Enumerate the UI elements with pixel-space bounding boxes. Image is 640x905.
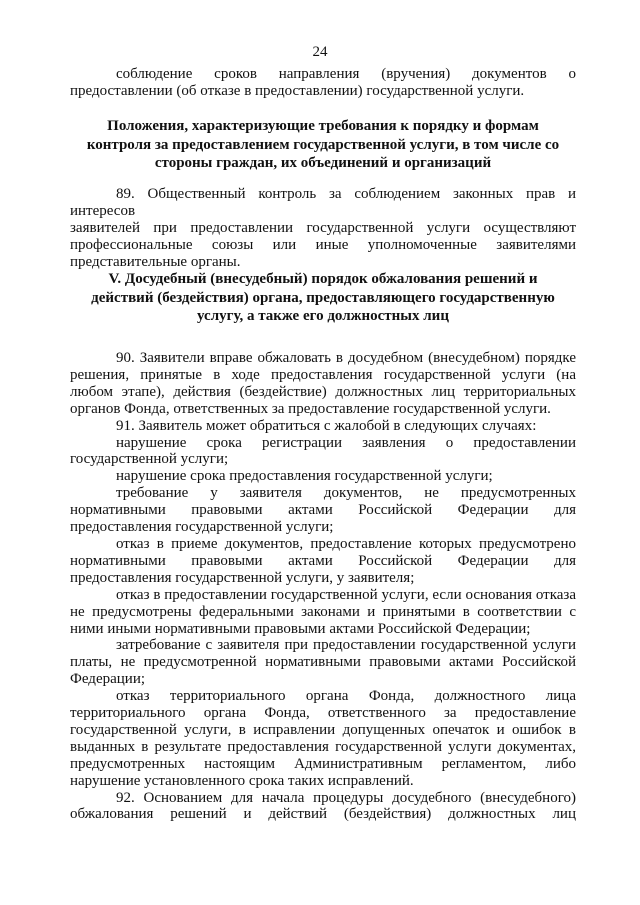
text-line: 90. Заявители вправе обжаловать в досудебном (внесудебном) порядке bbox=[116, 350, 576, 366]
heading-line: действий (бездействия) органа, предоставляющего государственную bbox=[91, 289, 555, 306]
text-line: нормативными правовыми актами Российской Федерации для bbox=[70, 552, 576, 569]
text-line: нарушение срока регистрации заявления о предоставлении bbox=[116, 434, 576, 451]
text-line: 89. Общественный контроль за соблюдением законных прав и интересов bbox=[70, 186, 576, 219]
text-line: 91. Заявитель может обратиться с жалобой в следующих случаях: bbox=[116, 417, 537, 434]
text-line: обжалования решений и действий (бездействия) должностных лиц bbox=[70, 806, 576, 823]
text-line: нарушение срока предоставления государственной услуги; bbox=[116, 468, 493, 485]
text-line: отказ территориального органа Фонда, должностного лица bbox=[116, 688, 576, 705]
text-line: предоставления государственной услуги, у заявителя; bbox=[70, 569, 415, 586]
text-line: соблюдение сроков направления (вручения) документов о bbox=[116, 66, 576, 82]
text-line: выданных в результате предоставления государственной услуги документах, bbox=[70, 738, 576, 755]
text-line: предоставлении (об отказе в предоставлении) государственной услуги. bbox=[70, 82, 525, 99]
appeal-body bbox=[70, 350, 576, 823]
text-line: ними иными нормативными правовыми актами Российской Федерации; bbox=[70, 620, 531, 637]
heading-line: V. Досудебный (внесудебный) порядок обжалования решений и bbox=[108, 271, 538, 287]
section-heading-control bbox=[70, 117, 576, 173]
text-line: требование у заявителя документов, не предусмотренных bbox=[116, 485, 576, 502]
text-line: отказ в приеме документов, предоставление которых предусмотрено bbox=[116, 535, 576, 552]
text-line: органов Фонда, ответственных за предоставление государственной услуги. bbox=[70, 400, 551, 417]
text-line: заявителей при предоставлении государственной услуги осуществляют bbox=[70, 219, 576, 236]
text-line: представительные органы. bbox=[70, 253, 241, 270]
text-line: профессиональные союзы или иные уполномоченные заявителями bbox=[70, 236, 576, 253]
text-line: платы, не предусмотренной нормативными правовыми актами Российской bbox=[70, 654, 576, 671]
text-line: предусмотренных настоящим Административным регламентом, либо bbox=[70, 755, 576, 772]
text-line: государственной услуги; bbox=[70, 451, 229, 468]
heading-line: стороны граждан, их объединений и организаций bbox=[154, 155, 492, 171]
text-line: не предусмотрены федеральными законами и принятыми в соответствии с bbox=[70, 603, 576, 620]
text-line: любом этапе), действия (бездействие) должностных лиц территориальных bbox=[70, 383, 576, 400]
text-line: нарушение установленного срока таких исправлений. bbox=[70, 772, 414, 789]
page-number: 24 bbox=[312, 44, 328, 60]
text-line: 92. Основанием для начала процедуры досудебного (внесудебного) bbox=[116, 789, 576, 806]
intro-paragraph bbox=[70, 66, 576, 100]
text-line: государственной услуги, в исправлении допущенных опечаток и ошибок в bbox=[70, 721, 576, 738]
heading-line: контроля за предоставлением государственной услуги, в том числе со bbox=[86, 136, 560, 153]
text-line: территориального органа Фонда, ответственного за предоставление bbox=[70, 705, 576, 722]
section-heading-appeal bbox=[70, 270, 576, 326]
paragraph-89 bbox=[70, 186, 576, 271]
heading-line: Положения, характеризующие требования к порядку и формам bbox=[107, 118, 539, 134]
heading-line: услугу, а также его должностных лиц bbox=[197, 308, 449, 324]
text-line: решения, принятые в ходе предоставления государственной услуги (на bbox=[70, 366, 576, 383]
text-line: затребование с заявителя при предоставлении государственной услуги bbox=[116, 637, 576, 654]
text-line: Федерации; bbox=[70, 671, 146, 688]
text-line: нормативными правовыми актами Российской Федерации для bbox=[70, 502, 576, 519]
text-line: отказ в предоставлении государственной услуги, если основания отказа bbox=[116, 586, 576, 603]
text-line: предоставления государственной услуги; bbox=[70, 519, 334, 536]
